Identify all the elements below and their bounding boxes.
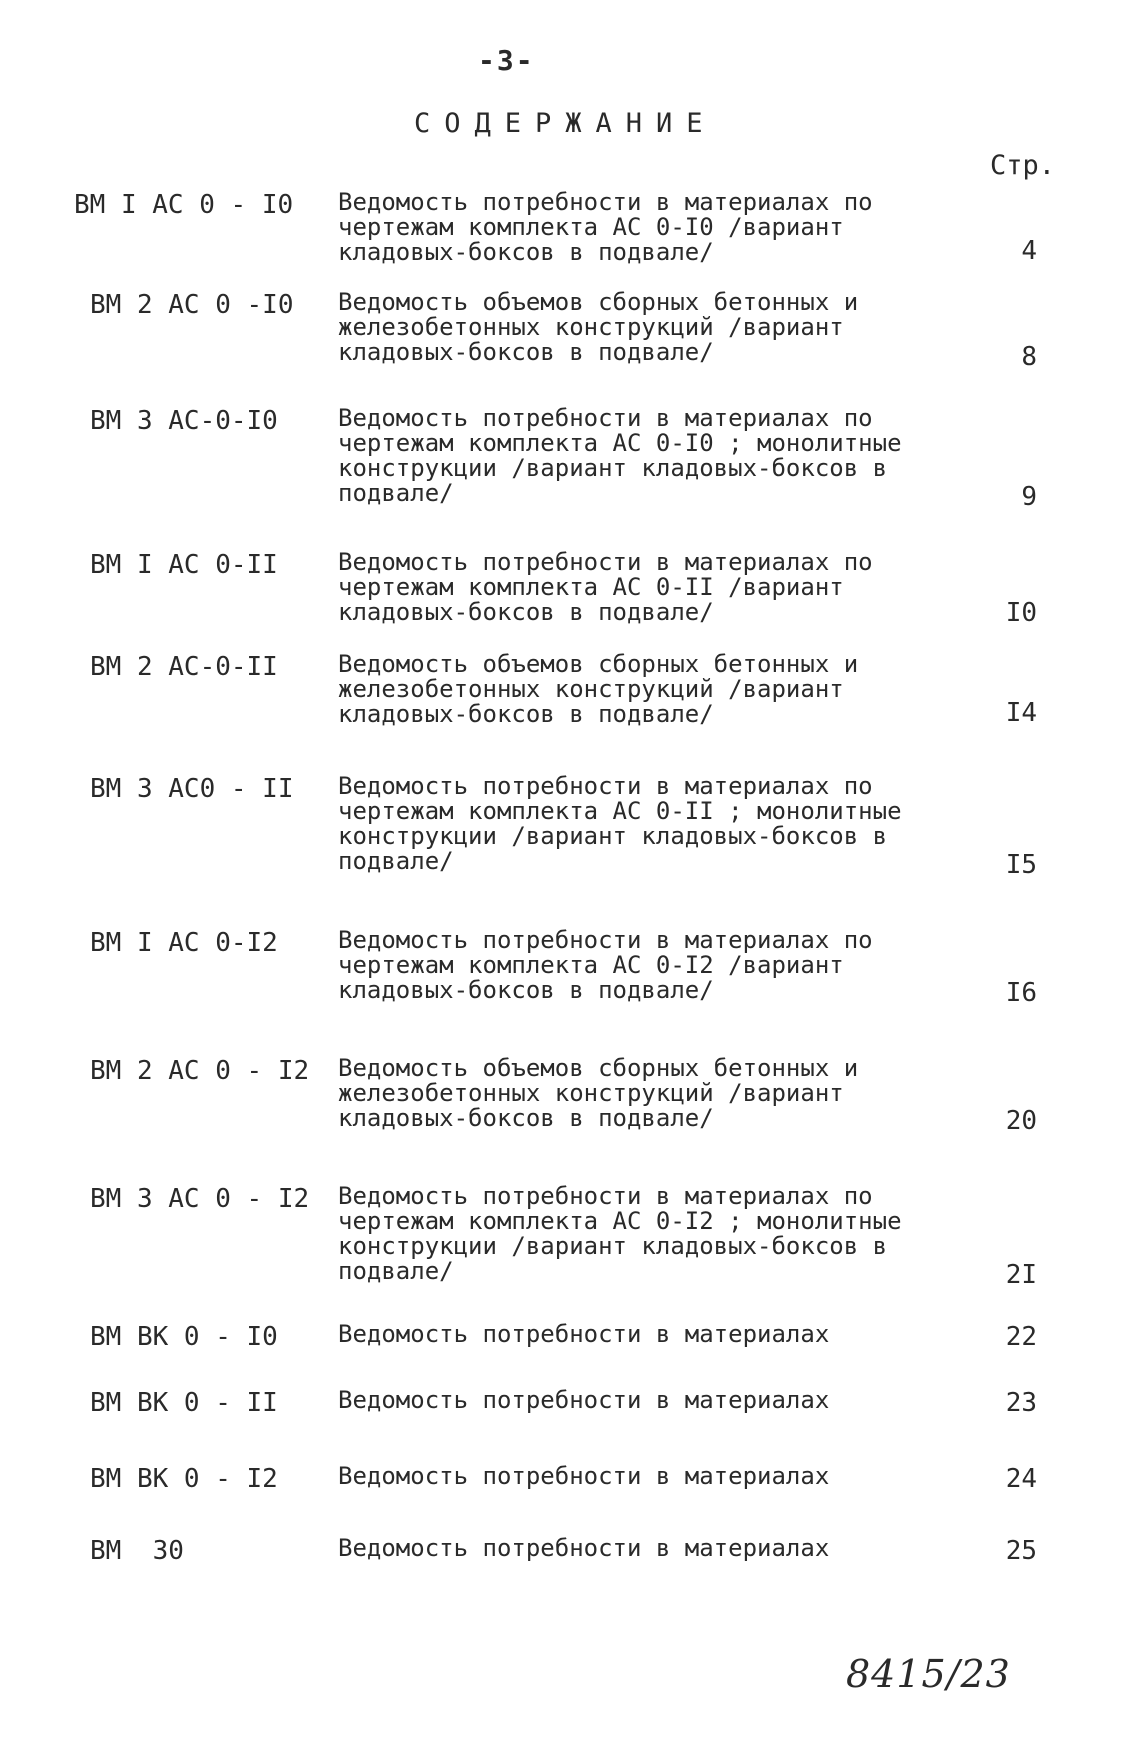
entry-page: 9 xyxy=(1021,482,1037,512)
entry-page: I0 xyxy=(1005,598,1037,628)
entry-description: Ведомость потребности в материалах по чертежам комплекта АС 0-I2 /вариант кладовых-боксов в подвале/ xyxy=(338,926,873,1004)
entry-code: ВМ 30 xyxy=(90,1536,184,1566)
entry-page: I5 xyxy=(1005,850,1037,880)
entry-code: ВМ 3 АС 0 - I2 xyxy=(90,1184,310,1214)
entry-code: ВМ I АС 0-II xyxy=(90,550,278,580)
entry-description: Ведомость потребности в материалах xyxy=(338,1534,830,1562)
entry-description: Ведомость объемов сборных бетонных и железобетонных конструкций /вариант кладовых-боксов в подвале/ xyxy=(338,650,859,728)
page-column-header: Стр. xyxy=(990,150,1056,181)
entry-code: ВМ 2 АС-0-II xyxy=(90,652,278,682)
entry-code: ВМ I АС 0-I2 xyxy=(90,928,278,958)
entry-page: 22 xyxy=(1005,1322,1037,1352)
entry-page: 4 xyxy=(1021,236,1037,266)
entry-code: ВМ 3 АС0 - II xyxy=(90,774,294,804)
entry-description: Ведомость потребности в материалах по чертежам комплекта АС 0-II ; монолитные конструкции /вариант кладовых-боксов в подвале/ xyxy=(338,772,902,875)
document-title: СОДЕРЖАНИЕ xyxy=(414,108,717,139)
entry-description: Ведомость потребности в материалах xyxy=(338,1462,830,1490)
entry-description: Ведомость потребности в материалах по чертежам комплекта АС 0-I0 /вариант кладовых-боксов в подвале/ xyxy=(338,188,873,266)
entry-page: 25 xyxy=(1005,1536,1037,1566)
entry-code: ВМ 2 АС 0 - I2 xyxy=(90,1056,310,1086)
entry-code: ВМ ВК 0 - II xyxy=(90,1388,278,1418)
entry-code: ВМ 3 АС-0-I0 xyxy=(90,406,278,436)
page-number: -3- xyxy=(478,44,535,77)
entry-page: 2I xyxy=(1005,1260,1037,1290)
entry-page: I4 xyxy=(1005,698,1037,728)
entry-description: Ведомость потребности в материалах по чертежам комплекта АС 0-I2 ; монолитные конструкции /вариант кладовых-боксов в подвале/ xyxy=(338,1182,902,1285)
entry-description: Ведомость потребности в материалах по чертежам комплекта АС 0-I0 ; монолитные конструкции /вариант кладовых-боксов в подвале/ xyxy=(338,404,902,507)
entry-description: Ведомость потребности в материалах xyxy=(338,1320,830,1348)
entry-page: 20 xyxy=(1005,1106,1037,1136)
entry-description: Ведомость объемов сборных бетонных и железобетонных конструкций /вариант кладовых-боксов в подвале/ xyxy=(338,288,859,366)
entry-description: Ведомость объемов сборных бетонных и железобетонных конструкций /вариант кладовых-боксов в подвале/ xyxy=(338,1054,859,1132)
entry-code: ВМ ВК 0 - I2 xyxy=(90,1464,278,1494)
entry-description: Ведомость потребности в материалах xyxy=(338,1386,830,1414)
entry-code: ВМ I АС 0 - I0 xyxy=(74,190,294,220)
entry-code: ВМ ВК 0 - I0 xyxy=(90,1322,278,1352)
entry-page: I6 xyxy=(1005,978,1037,1008)
entry-page: 24 xyxy=(1005,1464,1037,1494)
handwritten-archive-number: 8415/23 xyxy=(846,1652,1011,1696)
entry-page: 23 xyxy=(1005,1388,1037,1418)
entry-code: ВМ 2 АС 0 -I0 xyxy=(90,290,294,320)
entry-description: Ведомость потребности в материалах по чертежам комплекта АС 0-II /вариант кладовых-боксов в подвале/ xyxy=(338,548,873,626)
entry-page: 8 xyxy=(1021,342,1037,372)
